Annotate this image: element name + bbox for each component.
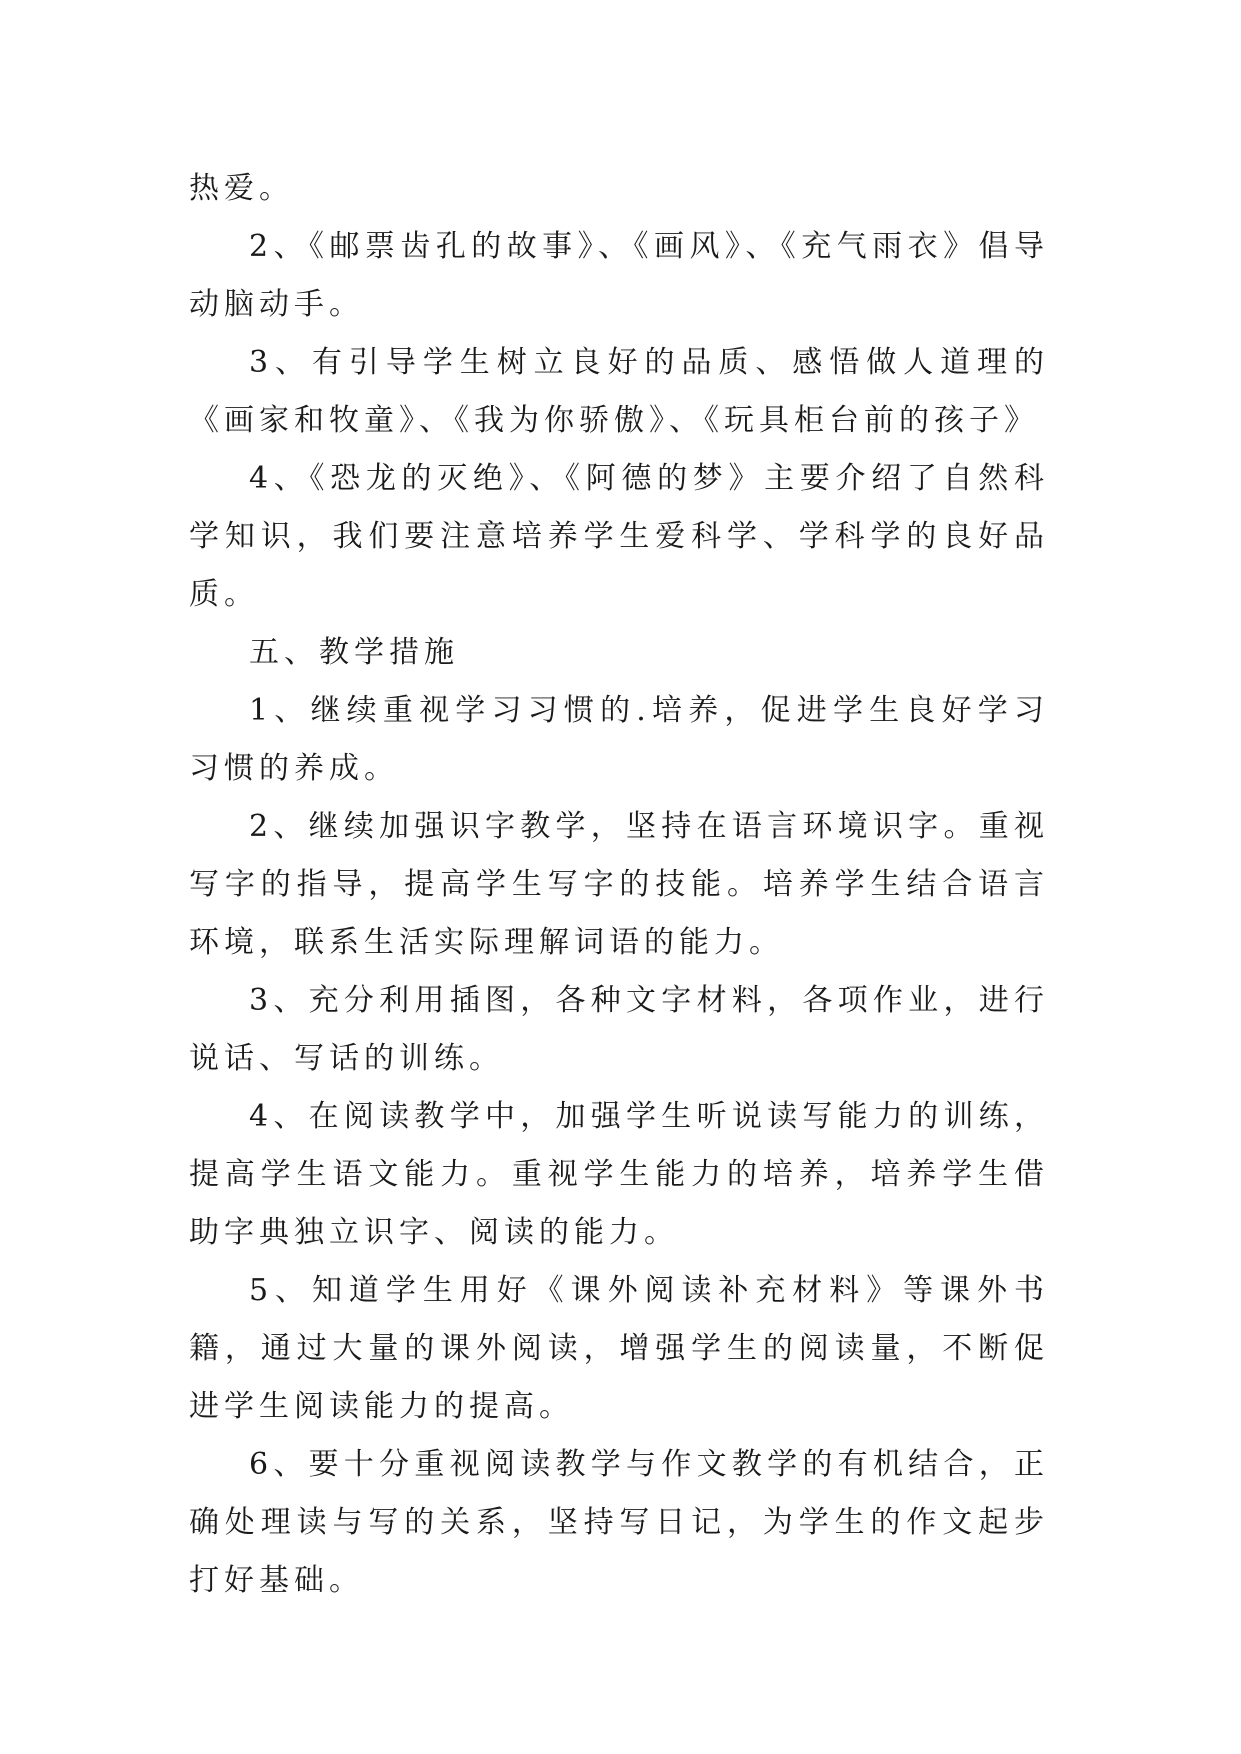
document-body [189, 160, 1049, 1610]
paragraph-item-4: 4、《恐龙的灭绝》、《阿德的梦》主要介绍了自然科学知识，我们要注意培养学生爱科学、学科学的良好品质。 [189, 461, 1049, 612]
measure-item-2: 2、继续加强识字教学，坚持在语言环境识字。重视写字的指导，提高学生写字的技能。培养学生结合语言环境，联系生活实际理解词语的能力。 [189, 809, 1049, 960]
measure-item-4: 4、在阅读教学中，加强学生听说读写能力的训练，提高学生语文能力。重视学生能力的培养，培养学生借助字典独立识字、阅读的能力。 [189, 1099, 1049, 1250]
measure-item-3: 3、充分利用插图，各种文字材料，各项作业，进行说话、写话的训练。 [189, 983, 1049, 1076]
measure-item-1: 1、继续重视学习习惯的.培养，促进学生良好学习习惯的养成。 [189, 693, 1049, 786]
section-heading: 五、教学措施 [249, 635, 459, 670]
paragraph-item-3: 3、有引导学生树立良好的品质、感悟做人道理的《画家和牧童》、《我为你骄傲》、《玩具柜台前的孩子》 [189, 345, 1049, 438]
measure-item-6: 6、要十分重视阅读教学与作文教学的有机结合，正确处理读与写的关系，坚持写日记，为学生的作文起步打好基础。 [189, 1447, 1049, 1598]
paragraph-item-2: 2、《邮票齿孔的故事》、《画风》、《充气雨衣》倡导动脑动手。 [189, 229, 1049, 322]
paragraph-continuation: 热爱。 [189, 171, 294, 206]
measure-item-5: 5、知道学生用好《课外阅读补充材料》等课外书籍，通过大量的课外阅读，增强学生的阅读量，不断促进学生阅读能力的提高。 [189, 1273, 1049, 1424]
